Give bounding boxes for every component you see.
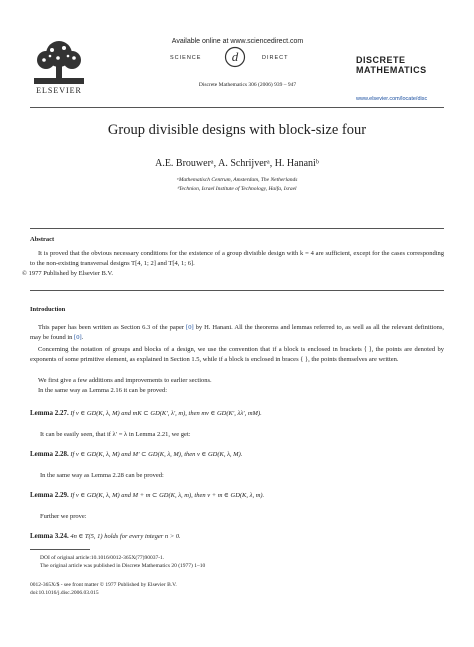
- intro-paragraph-4: In the same way as Lemma 2.16 it can be proved:: [38, 387, 168, 394]
- journal-title-line2: MATHEMATICS: [356, 65, 427, 75]
- svg-text:d: d: [231, 49, 239, 64]
- abstract-top-divider: [30, 228, 444, 229]
- abstract-bottom-divider: [30, 290, 444, 291]
- journal-citation: Discrete Mathematics 306 (2006) 939 – 947: [198, 82, 297, 88]
- intro-p1-part-a: This paper has been written as Section 6.3 of the paper: [38, 324, 187, 331]
- lemma-label: Lemma 2.28.: [30, 450, 69, 458]
- intro-p1-part-b: by H. Hanani. All the theorems and lemmas referred to, as well as all the relevant definitions, may be found in: [30, 324, 444, 341]
- lemma-statement: 4n ∈ T(5, 1) holds for every integer n > 0.: [70, 533, 181, 540]
- footnote-doi-original: DOI of original article:10.1016/0012-365X(77)90037-1.: [40, 555, 165, 561]
- affiliation-b: ᵇTechnion, Israel Institute of Technology, Haifa, Israel: [177, 186, 297, 192]
- footer-front-matter: 0012-365X/$ - see front matter © 1977 Published by Elsevier B.V.: [30, 582, 177, 588]
- lemma-3-24: [30, 532, 444, 540]
- abstract-copyright: © 1977 Published by Elsevier B.V.: [22, 270, 113, 277]
- paper-authors: A.E. Brouwerᵃ, A. Schrijverᵃ, H. Hananiᵇ: [155, 158, 319, 169]
- intro-paragraph-7: Further we prove:: [40, 513, 87, 520]
- abstract-body: It is proved that the obvious necessary conditions for the existence of a group divisible design with k = 4 are sufficient, except for the cases corresponding to the non-existing transversal designs T[4, 1; 2] and T[4, 1; 6].: [30, 250, 444, 267]
- lemma-label: Lemma 2.27.: [30, 409, 69, 417]
- journal-title-line1: DISCRETE: [356, 55, 406, 65]
- paper-title: Group divisible designs with block-size four: [107, 122, 367, 138]
- lemma-statement: If v ∈ GD(K, λ, M) and M + m ⊂ GD(K, λ, m), then v + m ∈ GD(K, λ, m).: [70, 492, 265, 499]
- affiliation-a: ᵃMathematisch Centrum, Amsterdam, The Netherlands: [176, 177, 298, 183]
- journal-title: [356, 55, 427, 75]
- header-divider: [30, 107, 444, 108]
- footnote-rule: [30, 549, 90, 550]
- lemma-2-29: [30, 491, 444, 499]
- lemma-2-27: [30, 409, 444, 417]
- sciencedirect-at-icon: [224, 46, 246, 68]
- footnote-original-publication: The original article was published in Discrete Mathematics 20 (1977) 1–10: [40, 563, 206, 569]
- introduction-heading: Introduction: [30, 306, 66, 313]
- intro-paragraph-5: It can be easily seen, that if λ′ = λ in Lemma 2.21, we get:: [40, 431, 191, 438]
- reference-link[interactable]: [0]: [186, 324, 194, 331]
- sciencedirect-left: SCIENCE: [170, 55, 202, 61]
- abstract-text: [22, 249, 444, 279]
- intro-paragraph-2: Concerning the notation of groups and blocks of a design, we use the convention that if a block is enclosed in brackets ⟨ ⟩, the points are denoted by exponents of some primitive element, as explained in Section 1.5, while if a block is enclosed in braces { }, the points themselves are written.: [30, 346, 444, 363]
- elsevier-tree-logo: [30, 38, 86, 86]
- journal-url-link[interactable]: www.elsevier.com/locate/disc: [356, 96, 428, 102]
- lemma-2-28: [30, 450, 444, 458]
- footer-doi: doi:10.1016/j.disc.2006.03.015: [30, 590, 99, 596]
- intro-paragraph-6: In the same way as Lemma 2.28 can be proved:: [40, 472, 164, 479]
- available-online-text: Available online at www.sciencedirect.com: [171, 38, 304, 45]
- sciencedirect-right: DIRECT: [262, 55, 289, 61]
- intro-paragraph-3: We first give a few additions and improvements to earlier sections.: [38, 377, 212, 384]
- intro-paragraph-1: [30, 323, 444, 343]
- publisher-name: ELSEVIER: [36, 86, 82, 95]
- lemma-label: Lemma 2.29.: [30, 491, 69, 499]
- lemma-statement: If v ∈ GD(K, λ, M) and mK ⊂ GD(K′, λ′, m), then mv ∈ GD(K′, λλ′, mM).: [70, 410, 262, 417]
- lemma-label: Lemma 3.24.: [30, 532, 69, 540]
- abstract-heading: Abstract: [30, 236, 55, 243]
- intro-p1-part-c: .: [81, 334, 84, 341]
- lemma-statement: If v ∈ GD(K, λ, M) and M′ ⊂ GD(K, λ, M), then v ∈ GD(K, λ, M).: [70, 451, 243, 458]
- reference-link[interactable]: [0]: [74, 334, 82, 341]
